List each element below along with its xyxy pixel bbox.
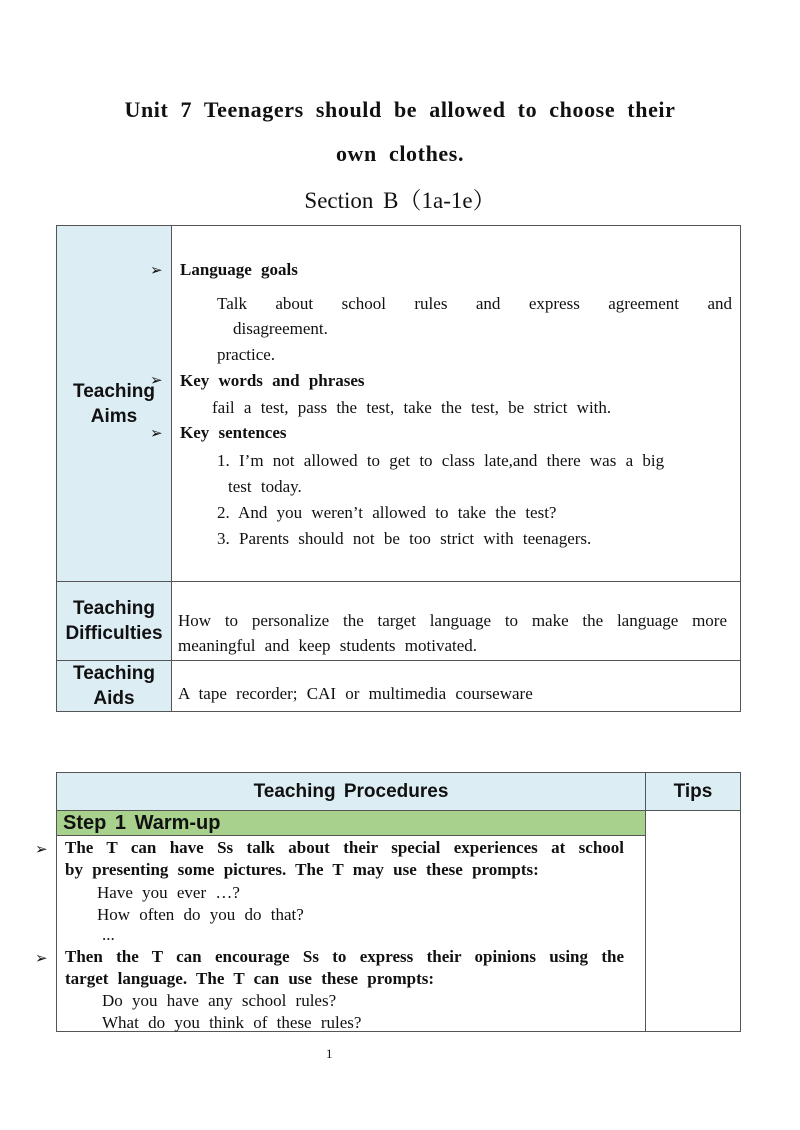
key-sentence-1-line-1: 1. I’m not allowed to get to class late,and there was a big: [217, 451, 665, 470]
key-sentence-2: 2. And you weren’t allowed to take the test?: [217, 503, 557, 522]
prompt-2: How often do you do that?: [97, 905, 304, 924]
teaching-aids-label-line-2: Aids: [93, 688, 135, 709]
section-subtitle: Section B（1a-1e）: [304, 188, 496, 213]
teaching-aims-content: [150, 226, 741, 582]
language-goals-heading: Language goals: [180, 260, 298, 279]
bullet-arrow-icon: ➢: [150, 373, 163, 389]
teaching-info-table: [56, 225, 741, 712]
procedure-1-line-2: by presenting some pictures. The T may use these prompts:: [65, 860, 539, 879]
key-sentence-3: 3. Parents should not be too strict with teenagers.: [217, 529, 592, 548]
prompt-3: ...: [102, 925, 115, 944]
language-goals-text-line-3: practice.: [217, 345, 276, 364]
procedure-1-line-1: The T can have Ss talk about their special experiences at school: [65, 838, 624, 857]
tips-header: Tips: [646, 773, 741, 811]
step-1-title: Step 1 Warm-up: [57, 811, 646, 836]
key-sentence-1-line-2: test today.: [228, 477, 302, 496]
teaching-aims-label-line-2: Aims: [90, 405, 138, 427]
teaching-aids-content: [172, 661, 741, 712]
bullet-arrow-icon: ➢: [35, 951, 48, 967]
teaching-difficulties-content: [172, 582, 741, 661]
page-number: 1: [326, 1046, 333, 1061]
key-words-heading: Key words and phrases: [180, 371, 365, 390]
key-sentences-heading: Key sentences: [180, 423, 287, 442]
document-title-line-2: own clothes.: [335, 141, 465, 166]
difficulties-text-line-2: meaningful and keep students motivated.: [178, 636, 478, 655]
teaching-difficulties-label-line-1: Teaching: [73, 598, 155, 619]
tips-cell: [646, 811, 741, 1032]
teaching-aids-label-line-1: Teaching: [73, 663, 155, 684]
bullet-arrow-icon: ➢: [150, 263, 163, 279]
difficulties-text-line-1: How to personalize the target language to make the language more: [178, 611, 727, 630]
teaching-procedures-table: [35, 772, 741, 1032]
prompt-5: What do you think of these rules?: [102, 1013, 362, 1032]
document-title-line-1: Unit 7 Teenagers should be allowed to choose their: [124, 97, 676, 122]
teaching-aims-label-line-1: Teaching: [73, 380, 155, 402]
teaching-aids-text: A tape recorder; CAI or multimedia courseware: [178, 684, 533, 703]
language-goals-text-line-2: disagreement.: [233, 319, 328, 338]
procedure-2-line-1: Then the T can encourage Ss to express their opinions using the: [65, 947, 624, 966]
language-goals-text-line-1: Talk about school rules and express agreement and: [217, 294, 732, 313]
procedure-2-line-2: target language. The T can use these prompts:: [65, 969, 435, 988]
teaching-procedures-header: Teaching Procedures: [57, 773, 646, 811]
teaching-difficulties-label-line-2: Difficulties: [65, 623, 163, 644]
bullet-arrow-icon: ➢: [35, 842, 48, 858]
key-words-text: fail a test, pass the test, take the test, be strict with.: [212, 398, 612, 417]
teaching-aids-label: [57, 661, 172, 712]
step-1-content: [35, 836, 646, 1032]
prompt-1: Have you ever …?: [97, 883, 240, 902]
bullet-arrow-icon: ➢: [150, 426, 163, 442]
teaching-difficulties-label: [57, 582, 172, 661]
prompt-4: Do you have any school rules?: [102, 991, 337, 1010]
